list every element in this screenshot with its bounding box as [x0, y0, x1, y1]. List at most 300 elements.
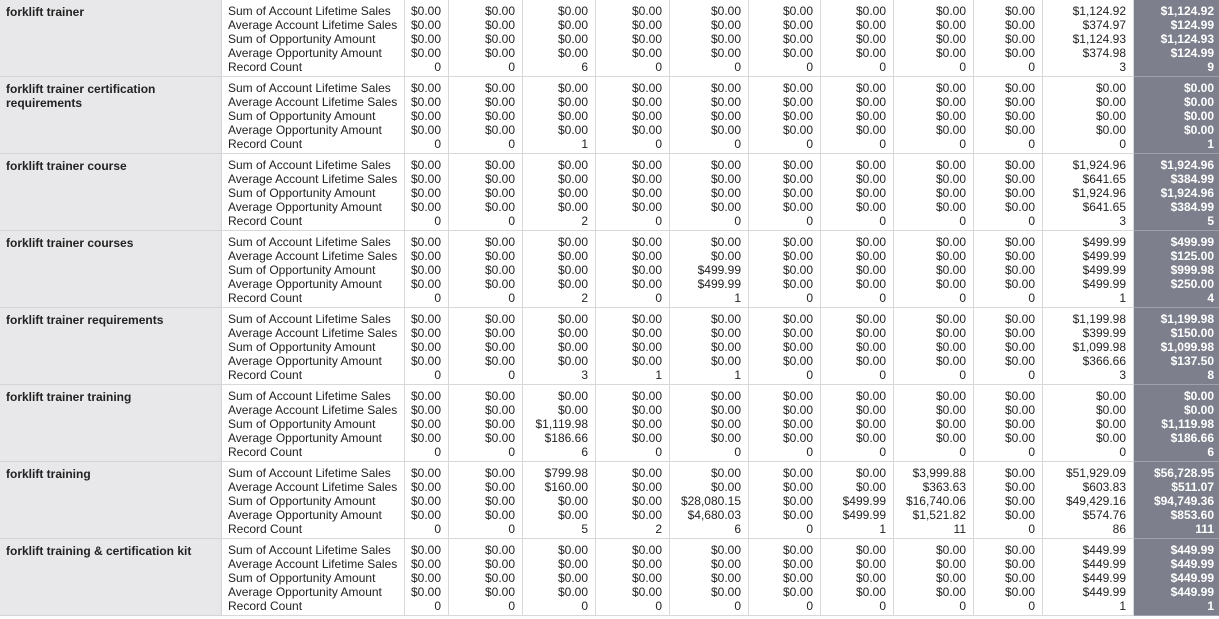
- cell-value: $0.00: [484, 109, 515, 123]
- cell-value: $0.00: [1095, 123, 1126, 137]
- cell-value: $0.00: [935, 186, 966, 200]
- metric-label: Average Opportunity Amount: [228, 585, 382, 599]
- cell-value: $0.00: [1004, 277, 1035, 291]
- cell-value: $0.00: [710, 46, 741, 60]
- total-value: 9: [1207, 60, 1214, 74]
- cell-value: $160.00: [544, 480, 588, 494]
- cell-value: 0: [959, 445, 966, 459]
- cell-value: 0: [879, 599, 886, 613]
- cell-value: $49,429.16: [1065, 494, 1126, 508]
- grand-total-cell: [1134, 539, 1219, 616]
- cell-value: $0.00: [935, 46, 966, 60]
- cell-value: $641.65: [1082, 172, 1126, 186]
- cell-value: $0.00: [855, 81, 886, 95]
- cell-value: 0: [434, 445, 441, 459]
- value-cell: [596, 462, 670, 539]
- cell-value: 0: [1119, 137, 1126, 151]
- cell-value: $0.00: [410, 340, 441, 354]
- metric-label: Average Account Lifetime Sales: [228, 172, 398, 186]
- cell-value: 1: [734, 291, 741, 305]
- cell-value: $0.00: [710, 417, 741, 431]
- cell-value: $0.00: [1004, 466, 1035, 480]
- metric-label: Average Account Lifetime Sales: [228, 480, 398, 494]
- metric-labels: [222, 154, 405, 231]
- cell-value: 0: [655, 291, 662, 305]
- cell-value: $0.00: [484, 340, 515, 354]
- cell-value: $0.00: [557, 200, 588, 214]
- value-cell: [974, 308, 1043, 385]
- cell-value: $0.00: [1004, 200, 1035, 214]
- cell-value: $0.00: [935, 4, 966, 18]
- cell-value: $0.00: [410, 417, 441, 431]
- value-cell: [523, 77, 596, 154]
- metric-label: Average Opportunity Amount: [228, 46, 382, 60]
- cell-value: $0.00: [710, 4, 741, 18]
- metric-label: Average Account Lifetime Sales: [228, 249, 398, 263]
- cell-value: $0.00: [935, 158, 966, 172]
- metric-label: Record Count: [228, 137, 303, 151]
- cell-value: $0.00: [410, 249, 441, 263]
- value-cell: [1043, 385, 1134, 462]
- total-value: 6: [1207, 445, 1214, 459]
- cell-value: $0.00: [782, 354, 813, 368]
- cell-value: $0.00: [410, 263, 441, 277]
- cell-value: $186.66: [544, 431, 588, 445]
- metric-label: Average Opportunity Amount: [228, 123, 382, 137]
- cell-value: $0.00: [1004, 81, 1035, 95]
- cell-value: $0.00: [484, 4, 515, 18]
- cell-value: $0.00: [631, 354, 662, 368]
- metric-label: Record Count: [228, 599, 303, 613]
- metric-labels: [222, 77, 405, 154]
- cell-value: $0.00: [557, 81, 588, 95]
- cell-value: 0: [508, 522, 515, 536]
- total-value: $999.98: [1170, 263, 1214, 277]
- total-value: $1,124.92: [1160, 4, 1214, 18]
- value-cell: [749, 231, 821, 308]
- cell-value: $0.00: [484, 543, 515, 557]
- cell-value: $0.00: [631, 326, 662, 340]
- cell-value: $0.00: [557, 312, 588, 326]
- cell-value: $0.00: [631, 494, 662, 508]
- total-value: $137.50: [1170, 354, 1214, 368]
- metric-label: Average Opportunity Amount: [228, 431, 382, 445]
- cell-value: $0.00: [410, 158, 441, 172]
- metric-label: Record Count: [228, 445, 303, 459]
- value-cell: [974, 154, 1043, 231]
- total-value: $150.00: [1170, 326, 1214, 340]
- cell-value: $0.00: [557, 32, 588, 46]
- total-value: $449.99: [1170, 543, 1214, 557]
- cell-value: $1,924.96: [1072, 158, 1126, 172]
- cell-value: $0.00: [631, 46, 662, 60]
- cell-value: $0.00: [631, 32, 662, 46]
- cell-value: $0.00: [410, 494, 441, 508]
- value-cell: [523, 0, 596, 77]
- cell-value: $0.00: [782, 466, 813, 480]
- cell-value: 86: [1112, 522, 1126, 536]
- row-group-label: forklift trainer certification requirements: [0, 77, 222, 154]
- cell-value: $0.00: [484, 172, 515, 186]
- metric-label: Average Opportunity Amount: [228, 277, 382, 291]
- cell-value: $0.00: [782, 417, 813, 431]
- cell-value: $0.00: [1004, 109, 1035, 123]
- total-value: $0.00: [1183, 95, 1214, 109]
- total-value: $124.99: [1170, 46, 1214, 60]
- cell-value: $0.00: [631, 508, 662, 522]
- metric-labels: [222, 462, 405, 539]
- cell-value: $0.00: [557, 18, 588, 32]
- total-value: $186.66: [1170, 431, 1214, 445]
- metric-label: Sum of Account Lifetime Sales: [228, 235, 391, 249]
- cell-value: $0.00: [782, 200, 813, 214]
- value-cell: [405, 308, 449, 385]
- cell-value: $374.98: [1082, 46, 1126, 60]
- cell-value: $0.00: [710, 81, 741, 95]
- value-cell: [405, 154, 449, 231]
- cell-value: $0.00: [484, 585, 515, 599]
- cell-value: $641.65: [1082, 200, 1126, 214]
- cell-value: $0.00: [855, 543, 886, 557]
- cell-value: $0.00: [1004, 249, 1035, 263]
- cell-value: $0.00: [710, 109, 741, 123]
- cell-value: $1,124.92: [1072, 4, 1126, 18]
- cell-value: $399.99: [1082, 326, 1126, 340]
- cell-value: $0.00: [710, 571, 741, 585]
- cell-value: 11: [953, 522, 966, 536]
- cell-value: $0.00: [557, 46, 588, 60]
- value-cell: [449, 462, 523, 539]
- cell-value: $0.00: [1004, 235, 1035, 249]
- value-cell: [405, 77, 449, 154]
- cell-value: $0.00: [557, 403, 588, 417]
- cell-value: $499.99: [842, 494, 886, 508]
- value-cell: [670, 539, 749, 616]
- cell-value: $0.00: [1095, 81, 1126, 95]
- cell-value: $0.00: [631, 123, 662, 137]
- cell-value: $0.00: [782, 543, 813, 557]
- cell-value: $0.00: [710, 158, 741, 172]
- value-cell: [596, 0, 670, 77]
- cell-value: 0: [879, 214, 886, 228]
- cell-value: 0: [434, 291, 441, 305]
- metric-label: Sum of Account Lifetime Sales: [228, 543, 391, 557]
- value-cell: [596, 308, 670, 385]
- metric-label: Average Account Lifetime Sales: [228, 403, 398, 417]
- total-value: $1,119.98: [1161, 417, 1214, 431]
- value-cell: [749, 539, 821, 616]
- cell-value: $499.99: [1082, 277, 1126, 291]
- cell-value: 3: [1119, 214, 1126, 228]
- cell-value: $0.00: [484, 32, 515, 46]
- cell-value: $0.00: [935, 277, 966, 291]
- metric-labels: [222, 385, 405, 462]
- cell-value: $0.00: [631, 249, 662, 263]
- cell-value: $0.00: [855, 18, 886, 32]
- value-cell: [670, 0, 749, 77]
- cell-value: $0.00: [710, 312, 741, 326]
- cell-value: $0.00: [710, 235, 741, 249]
- cell-value: $0.00: [484, 277, 515, 291]
- cell-value: $0.00: [557, 585, 588, 599]
- cell-value: $0.00: [631, 480, 662, 494]
- cell-value: $0.00: [710, 543, 741, 557]
- value-cell: [596, 539, 670, 616]
- cell-value: $0.00: [855, 235, 886, 249]
- cell-value: $0.00: [484, 263, 515, 277]
- cell-value: $0.00: [855, 4, 886, 18]
- cell-value: $0.00: [782, 158, 813, 172]
- cell-value: 1: [1119, 599, 1126, 613]
- total-value: $449.99: [1170, 585, 1214, 599]
- cell-value: 0: [879, 137, 886, 151]
- value-cell: [670, 77, 749, 154]
- cell-value: $0.00: [410, 32, 441, 46]
- cell-value: 0: [508, 137, 515, 151]
- total-value: $0.00: [1183, 81, 1214, 95]
- cell-value: $0.00: [631, 4, 662, 18]
- cell-value: $449.99: [1082, 543, 1126, 557]
- cell-value: $0.00: [557, 123, 588, 137]
- cell-value: $0.00: [1004, 494, 1035, 508]
- cell-value: $0.00: [557, 158, 588, 172]
- value-cell: [449, 77, 523, 154]
- cell-value: $499.99: [697, 277, 741, 291]
- value-cell: [749, 77, 821, 154]
- cell-value: $0.00: [782, 4, 813, 18]
- cell-value: 0: [655, 599, 662, 613]
- total-value: $1,124.93: [1160, 32, 1214, 46]
- value-cell: [1043, 462, 1134, 539]
- cell-value: $0.00: [782, 403, 813, 417]
- cell-value: $0.00: [557, 277, 588, 291]
- cell-value: $0.00: [1004, 417, 1035, 431]
- cell-value: $0.00: [1004, 18, 1035, 32]
- cell-value: $0.00: [710, 480, 741, 494]
- value-cell: [894, 385, 974, 462]
- value-cell: [749, 462, 821, 539]
- metric-label: Sum of Account Lifetime Sales: [228, 466, 391, 480]
- value-cell: [670, 231, 749, 308]
- cell-value: 0: [655, 60, 662, 74]
- cell-value: 0: [959, 60, 966, 74]
- cell-value: 5: [581, 522, 588, 536]
- cell-value: $0.00: [410, 354, 441, 368]
- cell-value: $0.00: [1004, 95, 1035, 109]
- total-value: $1,924.96: [1160, 186, 1214, 200]
- cell-value: 1: [1119, 291, 1126, 305]
- cell-value: $0.00: [557, 508, 588, 522]
- cell-value: $0.00: [782, 340, 813, 354]
- cell-value: 0: [1028, 368, 1035, 382]
- cell-value: $0.00: [855, 123, 886, 137]
- cell-value: 0: [959, 214, 966, 228]
- cell-value: $0.00: [1095, 417, 1126, 431]
- metric-label: Record Count: [228, 60, 303, 74]
- cell-value: 0: [879, 60, 886, 74]
- metric-label: Average Account Lifetime Sales: [228, 326, 398, 340]
- cell-value: $0.00: [484, 158, 515, 172]
- cell-value: $0.00: [484, 18, 515, 32]
- cell-value: $0.00: [484, 249, 515, 263]
- cell-value: $0.00: [782, 571, 813, 585]
- cell-value: $0.00: [710, 18, 741, 32]
- cell-value: 0: [508, 214, 515, 228]
- cell-value: $0.00: [1004, 158, 1035, 172]
- cell-value: $0.00: [1095, 389, 1126, 403]
- cell-value: 0: [581, 599, 588, 613]
- value-cell: [821, 0, 894, 77]
- cell-value: $0.00: [782, 480, 813, 494]
- cell-value: $0.00: [855, 312, 886, 326]
- value-cell: [749, 385, 821, 462]
- cell-value: $0.00: [557, 543, 588, 557]
- cell-value: $3,999.88: [912, 466, 966, 480]
- cell-value: $0.00: [631, 571, 662, 585]
- value-cell: [405, 539, 449, 616]
- cell-value: 0: [1028, 522, 1035, 536]
- cell-value: 0: [508, 599, 515, 613]
- cell-value: 0: [734, 60, 741, 74]
- cell-value: $0.00: [1004, 585, 1035, 599]
- cell-value: 0: [434, 214, 441, 228]
- cell-value: $449.99: [1082, 585, 1126, 599]
- value-cell: [405, 231, 449, 308]
- cell-value: 0: [734, 445, 741, 459]
- cell-value: $0.00: [410, 326, 441, 340]
- cell-value: $0.00: [1095, 431, 1126, 445]
- cell-value: $0.00: [631, 18, 662, 32]
- cell-value: $0.00: [935, 95, 966, 109]
- value-cell: [449, 231, 523, 308]
- total-value: $1,199.98: [1160, 312, 1214, 326]
- cell-value: $0.00: [557, 109, 588, 123]
- cell-value: 0: [434, 368, 441, 382]
- cell-value: $0.00: [631, 235, 662, 249]
- cell-value: 0: [434, 137, 441, 151]
- total-value: $384.99: [1170, 200, 1214, 214]
- cell-value: 6: [581, 445, 588, 459]
- value-cell: [670, 385, 749, 462]
- cell-value: 0: [959, 368, 966, 382]
- cell-value: $0.00: [557, 172, 588, 186]
- total-value: $0.00: [1183, 389, 1214, 403]
- cell-value: $1,124.93: [1072, 32, 1126, 46]
- total-value: 1: [1207, 137, 1214, 151]
- cell-value: $0.00: [410, 172, 441, 186]
- cell-value: 2: [655, 522, 662, 536]
- cell-value: $0.00: [855, 571, 886, 585]
- cell-value: $0.00: [410, 508, 441, 522]
- metric-labels: [222, 308, 405, 385]
- cell-value: $0.00: [410, 95, 441, 109]
- value-cell: [449, 308, 523, 385]
- total-value: $449.99: [1170, 557, 1214, 571]
- cell-value: $0.00: [782, 123, 813, 137]
- value-cell: [821, 539, 894, 616]
- value-cell: [523, 154, 596, 231]
- cell-value: $0.00: [1004, 389, 1035, 403]
- cell-value: $0.00: [935, 123, 966, 137]
- cell-value: $0.00: [855, 172, 886, 186]
- cell-value: $0.00: [484, 417, 515, 431]
- cell-value: $0.00: [631, 585, 662, 599]
- cell-value: 6: [581, 60, 588, 74]
- cell-value: $0.00: [631, 466, 662, 480]
- metric-label: Sum of Account Lifetime Sales: [228, 4, 391, 18]
- cell-value: 0: [655, 214, 662, 228]
- cell-value: $0.00: [935, 543, 966, 557]
- value-cell: [894, 77, 974, 154]
- metric-label: Sum of Opportunity Amount: [228, 571, 376, 585]
- metric-labels: [222, 0, 405, 77]
- cell-value: $0.00: [1095, 109, 1126, 123]
- cell-value: $0.00: [855, 95, 886, 109]
- value-cell: [523, 539, 596, 616]
- metric-label: Record Count: [228, 522, 303, 536]
- cell-value: $0.00: [557, 4, 588, 18]
- row-group-label: forklift trainer: [0, 0, 222, 77]
- cell-value: $0.00: [631, 340, 662, 354]
- cell-value: 0: [806, 445, 813, 459]
- cell-value: $0.00: [631, 158, 662, 172]
- cell-value: $0.00: [782, 109, 813, 123]
- row-group-label: forklift training: [0, 462, 222, 539]
- cell-value: $0.00: [557, 340, 588, 354]
- cell-value: $1,199.98: [1072, 312, 1126, 326]
- metric-labels: [222, 539, 405, 616]
- value-cell: [596, 385, 670, 462]
- cell-value: $0.00: [710, 340, 741, 354]
- cell-value: 0: [1028, 291, 1035, 305]
- cell-value: $0.00: [631, 431, 662, 445]
- value-cell: [749, 308, 821, 385]
- cell-value: $499.99: [1082, 235, 1126, 249]
- cell-value: $0.00: [855, 417, 886, 431]
- cell-value: $0.00: [782, 508, 813, 522]
- value-cell: [405, 385, 449, 462]
- cell-value: $0.00: [484, 389, 515, 403]
- cell-value: 1: [734, 368, 741, 382]
- cell-value: $0.00: [410, 312, 441, 326]
- metric-label: Sum of Account Lifetime Sales: [228, 312, 391, 326]
- cell-value: $0.00: [484, 571, 515, 585]
- metric-label: Record Count: [228, 291, 303, 305]
- value-cell: [894, 539, 974, 616]
- cell-value: 2: [581, 214, 588, 228]
- cell-value: $0.00: [1004, 263, 1035, 277]
- cell-value: 0: [508, 60, 515, 74]
- cell-value: $0.00: [631, 200, 662, 214]
- cell-value: $0.00: [855, 263, 886, 277]
- total-value: 8: [1207, 368, 1214, 382]
- cell-value: $0.00: [935, 326, 966, 340]
- cell-value: $1,521.82: [912, 508, 966, 522]
- cell-value: $0.00: [410, 557, 441, 571]
- cell-value: $0.00: [710, 249, 741, 263]
- cell-value: $0.00: [935, 557, 966, 571]
- cell-value: 0: [806, 60, 813, 74]
- cell-value: $0.00: [631, 81, 662, 95]
- cell-value: 0: [1028, 137, 1035, 151]
- cell-value: $0.00: [484, 123, 515, 137]
- cell-value: $0.00: [1004, 340, 1035, 354]
- cell-value: $0.00: [1004, 557, 1035, 571]
- cell-value: 0: [1028, 214, 1035, 228]
- cell-value: $0.00: [782, 326, 813, 340]
- cell-value: $0.00: [557, 186, 588, 200]
- cell-value: $1,099.98: [1072, 340, 1126, 354]
